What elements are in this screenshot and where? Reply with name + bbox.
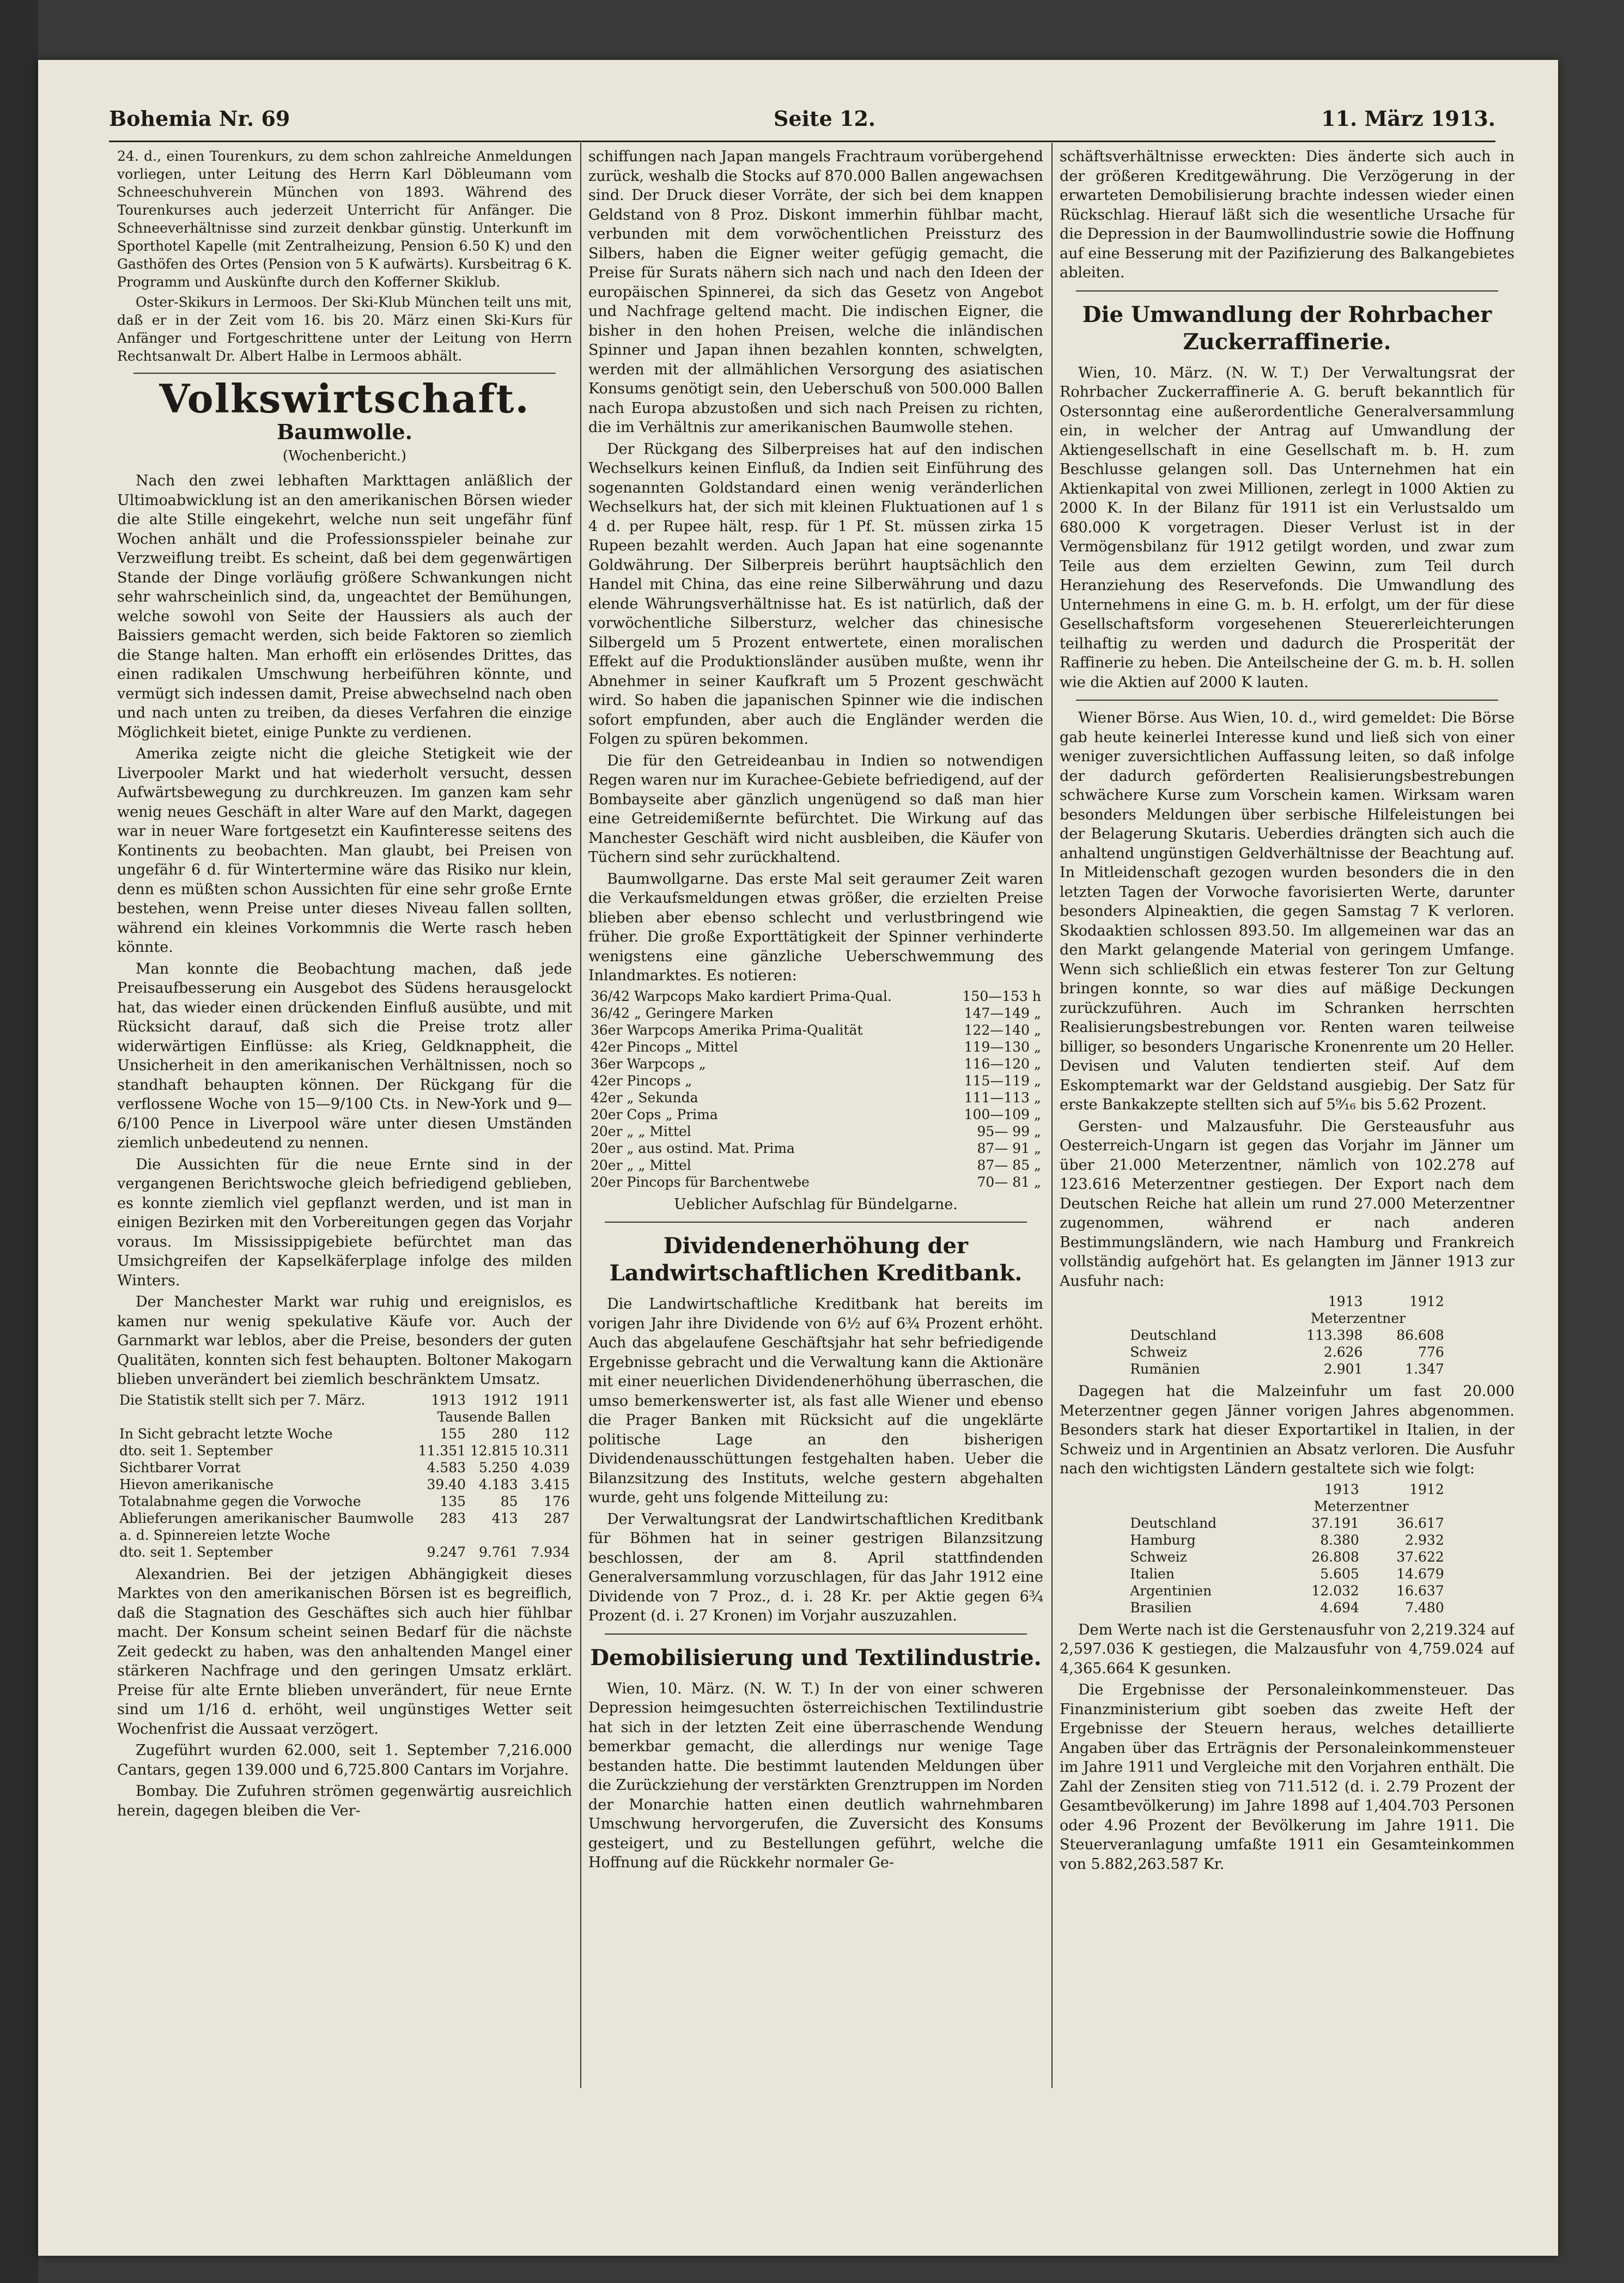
row-label: 20er „ „ Mittel	[591, 1123, 691, 1139]
row-price: 150—153 h	[962, 988, 1041, 1004]
table-row	[588, 1174, 1043, 1191]
row-value: 26.808	[1311, 1549, 1359, 1565]
table-row	[117, 1510, 572, 1544]
table-row	[588, 1055, 1043, 1072]
column-divider	[1051, 143, 1053, 2088]
article-title: Die Umwandlung der Rohrbacher Zuckerraffinerie.	[1082, 301, 1492, 355]
table-row	[117, 1442, 572, 1459]
row-value: 4.183	[478, 1476, 518, 1492]
row-label: 36/42 „ Geringere Marken	[591, 1005, 774, 1021]
row-label: Hievon amerikanische	[119, 1476, 274, 1492]
row-price: 95— 99 „	[977, 1123, 1041, 1139]
page-header	[109, 106, 1495, 139]
row-label: dto. seit 1. September	[119, 1442, 273, 1459]
row-label: 20er Cops „ Prima	[591, 1106, 718, 1122]
table-row	[588, 1022, 1043, 1039]
row-value: 5.605	[1320, 1565, 1359, 1582]
row-price: 147—149 „	[964, 1005, 1041, 1021]
row-label: Deutschland	[1130, 1515, 1217, 1531]
table-row	[588, 1039, 1043, 1055]
row-label: 42er „ Sekunda	[591, 1089, 698, 1106]
row-label: Hamburg	[1130, 1532, 1196, 1548]
table-row	[1128, 1582, 1446, 1599]
table-row	[1128, 1549, 1446, 1565]
row-value: 10.311	[522, 1442, 570, 1459]
table-row	[117, 1425, 572, 1442]
article-paragraph: Die Ergebnisse der Personaleinkommensteuer. Das Finanzministerium gibt soeben das zweite Heft der Ergebnisse der Steuern heraus, welches detaillierte Angaben über das Erträgnis der Personaleinkommensteuer im Jahre 1911 und Vergleiche mit den Vorjahren enthält. Die Zahl der Zensiten stieg von 711.512 (d. i. 2.79 Prozent der Gesamtbevölkerung) im Jahre 1898 auf 1,404.703 Personen oder 4.96 Prozent der Bevölkerung im Jahre 1911. Die Steuerveranlagung umfaßte 1911 ein Gesamteinkommen von 5.882,263.587 Kr.	[1060, 1681, 1514, 1873]
column-header: 1913	[431, 1392, 466, 1408]
table-row	[588, 1072, 1043, 1089]
row-price: 115—119 „	[964, 1072, 1041, 1089]
row-price: 87— 85 „	[977, 1157, 1041, 1173]
row-value: 2.626	[1323, 1344, 1363, 1360]
article-paragraph: Bombay. Die Zufuhren strömen gegenwärtig ausreichlich herein, dagegen bleiben die Ver-	[117, 1783, 572, 1819]
table-row	[1128, 1599, 1446, 1616]
row-label: 20er Pincops für Barchentwebe	[591, 1174, 810, 1190]
row-label: Argentinien	[1130, 1582, 1212, 1599]
row-label: Schweiz	[1130, 1549, 1187, 1565]
article-paragraph: Baumwollgarne. Das erste Mal seit geraumer Zeit waren die Verkaufsmeldungen etwas größer, die erzielten Preise blieben aber ebenso schlecht und verlustbringend wie früher. Die große Exporttätigkeit der Spinner verhinderte wenigstens eine gänzliche Ueberschwemmung des Inlandmarktes. Es notieren:	[588, 870, 1043, 984]
scan-edge	[0, 0, 38, 2283]
table-row	[1128, 1327, 1446, 1344]
article-paragraph: Amerika zeigte nicht die gleiche Stetigkeit wie der Liverpooler Markt und hat wiederholt versucht, dessen Aufwärtsbewegung zu durchkreuzen. Im ganzen kam sehr wenig neues Geschäft in alter Ware auf den Markt, dagegen war in neuer Ware fortgesetzt ein Kaufinteresse seitens des Kontinents zu beobachten. Man glaubt, bei Preisen von ungefähr 6 d. für Wintertermine wäre das Risiko nur klein, denn es müßten schon Aussichten für eine sehr große Ernte bestehen, wenn Preise unter dieses Niveau fallen sollten, während ein kleines Vorkommnis die Werte rasch heben könnte.	[117, 745, 572, 956]
row-value: 112	[544, 1425, 570, 1442]
column-header: 1911	[535, 1392, 570, 1408]
article-paragraph: Wiener Börse. Aus Wien, 10. d., wird gemeldet: Die Börse gab heute keinerlei Interesse kund und ließ sich von einer weniger zuversichtlichen Auffassung leiten, so daß infolge der dadurch geförderten Realisierungsbestrebungen schwächere Kurse zum Vorschein kamen. Wirksam waren besonders Meldungen über serbische Hilfeleistungen bei der Belagerung Skutaris. Ueberdies drängten sich auch die anhaltend ungünstigen Geldverhältnisse der Beachtung auf. In Mitleidenschaft gezogen wurden besonders die in den letzten Tagen der Vorwoche favorisierten Werte, darunter besonders Alpineaktien, die gegen Samstag 7 K verloren. Skodaaktien schlossen 893.50. Im allgemeinen war das an den Markt gelangende Material von geringem Umfange. Wenn sich schließlich ein etwas festerer Ton zur Geltung bringen konnte, so war dies auf mäßige Deckungen zurückzuführen. Auch im Schranken herrschten Realisierungsbestrebungen vor. Renten waren teilweise billiger, so besonders Ungarische Kronenrente um 20 Heller. Devisen und Valuten tendierten steif. Auf dem Eskomptemarkt war der Geldstand ausgiebig. Der Satz für erste Bankakzepte stellten sich auf 5⁹⁄₁₆ bis 5.62 Prozent.	[1060, 709, 1514, 1113]
row-label: Ablieferungen amerikanischer Baumwolle a. d. Spinnereien letzte Woche	[119, 1510, 414, 1543]
article-paragraph: Gersten- und Malzausfuhr. Die Gersteausfuhr aus Oesterreich-Ungarn ist gegen das Vorjahr im Jänner um über 21.000 Meterzentner, nämlich von 102.278 auf 123.616 Meterzentner gestiegen. Der Export nach dem Deutschen Reiche hat allein um rund 27.000 Meterzentner zugenommen, während er nach anderen Bestimmungsländern, wie nach Hamburg und Frankreich vollständig aufgehört hat. Es gelangten im Jänner 1913 zur Ausfuhr nach:	[1060, 1118, 1514, 1290]
divider	[605, 1634, 1027, 1635]
row-label: Sichtbarer Vorrat	[119, 1459, 241, 1476]
table-row	[117, 1459, 572, 1476]
row-label: In Sicht gebracht letzte Woche	[119, 1425, 333, 1442]
column-header: 1912	[483, 1392, 518, 1408]
table-row	[1128, 1532, 1446, 1549]
header-date: 11. März 1913.	[1321, 106, 1495, 131]
yarn-price-table	[588, 988, 1043, 1191]
table-unit-row	[117, 1408, 572, 1425]
row-value: 7.480	[1405, 1599, 1444, 1616]
divider	[133, 373, 556, 374]
row-price: 122—140 „	[964, 1022, 1041, 1038]
row-value: 7.934	[531, 1544, 570, 1560]
article-paragraph: Oster-Skikurs in Lermoos. Der Ski-Klub München teilt uns mit, daß er in der Zeit vom 16. bis 20. März einen Ski-Kurs für Anfänger und Fortgeschrittene unter der Leitung von Herrn Rechtsanwalt Dr. Albert Halbe in Lermoos abhält.	[117, 294, 572, 364]
header-page-number: Seite 12.	[774, 106, 876, 131]
row-value: 86.608	[1396, 1327, 1444, 1343]
barley-export-table	[1128, 1293, 1446, 1377]
article-title: Baumwolle.	[277, 419, 412, 444]
column-3	[1060, 147, 1514, 2087]
row-value: 4.039	[531, 1459, 570, 1476]
column-header: 1913	[1324, 1481, 1359, 1497]
table-row	[117, 1476, 572, 1493]
row-price: 116—120 „	[964, 1055, 1041, 1072]
table-row	[1128, 1344, 1446, 1361]
row-label: 36/42 Warpcops Mako kardiert Prima-Qual.	[591, 988, 892, 1004]
row-label: Totalabnahme gegen die Vorwoche	[119, 1493, 361, 1509]
row-label: dto. seit 1. September	[119, 1544, 273, 1560]
article-paragraph: Wien, 10. März. (N. W. T.) Der Verwaltungsrat der Rohrbacher Zuckerraffinerie A. G. beruft bekanntlich für Ostersonntag eine außerordentliche Generalversammlung ein, in welcher der Antrag auf Umwandlung der Aktiengesellschaft in eine Gesellschaft m. b. H. zum Beschlusse gelangen soll. Das Unternehmen hat ein Aktienkapital von zwei Millionen, zerlegt in 1000 Aktien zu 2000 K. In der Bilanz für 1911 ist ein Verlustsaldo um 680.000 K vorgetragen. Dieser Verlust ist in der Vermögensbilanz für 1912 getilgt worden, und zwar zum Teile aus dem erzielten Gewinn, zum Teil durch Heranziehung des Reservefonds. Die Umwandlung des Unternehmens in eine G. m. b. H. erfolgt, um der für diese Gesellschaftsform vorgesehenen Steuererleichterungen teilhaftig zu werden und dadurch die Prosperität der Raffinerie zu heben. Die Anteilscheine der G. m. b. H. sollen wie die Aktien auf 2000 K lauten.	[1060, 364, 1514, 691]
row-value: 413	[491, 1510, 518, 1526]
table-row	[1128, 1515, 1446, 1532]
table-caption: Die Statistik stellt sich per 7. März.	[119, 1392, 366, 1408]
row-label: Deutschland	[1130, 1327, 1217, 1343]
row-label: 42er Pincops „	[591, 1072, 692, 1089]
divider	[605, 1222, 1027, 1223]
table-row	[117, 1493, 572, 1510]
column-header: 1912	[1409, 1294, 1444, 1309]
table-unit: Tausende Ballen	[437, 1408, 551, 1425]
article-paragraph: Man konnte die Beobachtung machen, daß jede Preisaufbesserung ein Ausgebot des Südens herausgelockt hat, das wieder einen drückenden Einfluß ausübte, und mit Rücksicht darauf, daß sich die Preise trotz aller widerwärtigen Einflüsse: als Krieg, Geldknappheit, die Unsicherheit in den amerikanischen Verhältnissen, noch so standhaft behaupten können. Der Rückgang für die verflossene Woche von 15—9/100 Cts. in New-York und 9—6/100 Pence in Liverpool wäre unter diesen Umständen ziemlich unbedeutend zu nennen.	[117, 960, 572, 1151]
section-title: Volkswirtschaft.	[159, 375, 530, 422]
row-label: 42er Pincops „ Mittel	[591, 1039, 738, 1055]
row-price: 70— 81 „	[977, 1174, 1041, 1190]
table-row	[588, 1140, 1043, 1157]
row-value: 85	[500, 1493, 518, 1509]
article-paragraph: Die Landwirtschaftliche Kreditbank hat bereits im vorigen Jahr ihre Dividende von 6½ auf 6¾ Prozent erhöht. Auch das abgelaufene Geschäftsjahr hat sehr befriedigende Ergebnisse gebracht und die Verwaltung kann die Aktionäre mit einer neuerlichen Dividendenerhöhung überraschen, die umso bemerkenswerter ist, als fast alle Wiener und ebenso die Prager Banken mit Rücksicht auf die ungeklärte politische Lage an den bisherigen Dividendenausschüttungen festgehalten haben. Ueber die Bilanzsitzung des Instituts, welche gestern abgehalten wurde, geht uns folgende Mitteilung zu:	[588, 1296, 1043, 1506]
table-header-row	[117, 1392, 572, 1408]
table-unit-row	[1128, 1498, 1446, 1515]
column-1	[117, 147, 572, 2087]
article-title: Demobilisierung und Textilindustrie.	[590, 1644, 1042, 1671]
malt-export-table	[1128, 1481, 1446, 1616]
table-row	[588, 988, 1043, 1005]
article-paragraph: Nach den zwei lebhaften Markttagen anläßlich der Ultimoabwicklung ist an den amerikanischen Börsen wieder die alte Stille eingekehrt, welche nun seit ungefähr fünf Wochen anhält und die Professionsspieler beinahe zur Verzweiflung treibt. Es scheint, daß bei dem gegenwärtigen Stande der Dinge vorläufig größere Schwankungen nicht sehr wahrscheinlich sind, da, ungeachtet der Bemühungen, welche sowohl von Seite der Haussiers als auch der Baissiers gemacht werden, sich beide Faktoren so ziemlich die Stange halten. Man erhofft ein erlösendes Drittes, das einen radikalen Umschwung herbeiführen könnte, und vermügt sich indessen damit, Preise abwechselnd nach oben und nach unten zu treiben, da dieses Verfahren die einzige Möglichkeit bietet, einige Punkte zu verdienen.	[117, 472, 572, 741]
row-value: 36.617	[1396, 1515, 1444, 1531]
row-label: Schweiz	[1130, 1344, 1187, 1360]
row-value: 3.415	[531, 1476, 570, 1492]
row-label: Rumänien	[1130, 1361, 1200, 1377]
article-subtitle: (Wochenbericht.)	[282, 447, 407, 464]
row-value: 176	[544, 1493, 570, 1509]
row-value: 16.637	[1396, 1582, 1444, 1599]
table-row	[588, 1157, 1043, 1174]
row-price: 100—109 „	[964, 1106, 1041, 1122]
article-paragraph: 24. d., einen Tourenkurs, zu dem schon zahlreiche Anmeldungen vorliegen, unter Leitung des Herrn Karl Döbleumann vom Schneeschuhverein München von 1893. Während des Tourenkurses auch jederzeit Unterricht für Anfänger. Die Schneeverhältnisse sind zurzeit denkbar günstig. Unterkunft im Sporthotel Kapelle (mit Zentralheizung, Pension 6.50 K) und den Gasthöfen des Ortes (Pension von 5 K aufwärts). Kursbeitrag 6 K. Programm und Auskünfte durch den Kofferner Skiklub.	[117, 148, 572, 290]
row-price: 111—113 „	[964, 1089, 1041, 1106]
table-unit-row	[1128, 1310, 1446, 1327]
table-unit: Meterzentner	[1310, 1310, 1406, 1326]
table-row	[588, 1089, 1043, 1106]
article-paragraph: Der Verwaltungsrat der Landwirtschaftlichen Kreditbank für Böhmen hat in seiner gestrigen Bilanzsitzung beschlossen, der am 8. April stattfindenden Generalversammlung vorzuschlagen, für das Jahr 1912 eine Dividende von 7 Proz., d. i. 28 Kr. per Aktie gegen 6¾ Prozent (d. i. 27 Kronen) im Vorjahr auszuzahlen.	[588, 1510, 1043, 1624]
article-paragraph: schäftsverhältnisse erweckten: Dies änderte sich auch in der größeren Kreditgewährung. Die Verzögerung in der erwarteten Demobilisierung brachte indessen wieder einen Rückschlag. Hierauf läßt sich die wesentliche Ursache für die Depression in der Baumwollindustrie sowie die Hoffnung auf eine Besserung mit der Pazifizierung des Balkangebietes ableiten.	[1060, 148, 1514, 281]
row-value: 37.622	[1396, 1549, 1444, 1565]
statistics-table	[117, 1392, 572, 1561]
row-value: 113.398	[1306, 1327, 1363, 1343]
row-price: 119—130 „	[964, 1039, 1041, 1055]
row-value: 4.583	[427, 1459, 466, 1476]
row-value: 280	[491, 1425, 518, 1442]
table-header-row	[1128, 1481, 1446, 1498]
row-value: 37.191	[1311, 1515, 1359, 1531]
row-value: 155	[440, 1425, 466, 1442]
row-value: 283	[440, 1510, 466, 1526]
row-label: Italien	[1130, 1565, 1175, 1582]
column-header: 1913	[1328, 1294, 1363, 1309]
row-value: 776	[1418, 1344, 1444, 1360]
row-label: 20er „ aus ostind. Mat. Prima	[591, 1140, 795, 1156]
article-paragraph: Die Aussichten für die neue Ernte sind in der vergangenen Berichtswoche gleich befriedigend geblieben, es konnte ziemlich viel gepflanzt werden, und ist man in einigen Bezirken mit den Vorbereitungen gegen das Vorjahr voraus. Im Mississippigebiete befürchtet man das Umsichgreifen der Kapselkäferplage infolge des milden Winters.	[117, 1156, 572, 1289]
row-value: 287	[544, 1510, 570, 1526]
header-paper-name: Bohemia Nr. 69	[109, 106, 290, 131]
row-value: 39.40	[427, 1476, 466, 1492]
row-value: 135	[440, 1493, 466, 1509]
article-paragraph: Zugeführt wurden 62.000, seit 1. September 7,216.000 Cantars, gegen 139.000 und 6,725.800 Cantars im Vorjahre.	[117, 1742, 572, 1778]
table-row	[588, 1005, 1043, 1022]
article-paragraph: Der Manchester Markt war ruhig und ereignislos, es kamen nur wenig spekulative Käufe vor. Auch der Garnmarkt war leblos, aber die Preise, besonders der guten Qualitäten, konnten sich fest behaupten. Boltoner Makogarn blieben unverändert bei ziemlich beschränktem Umsatz.	[117, 1294, 572, 1388]
row-value: 12.815	[470, 1442, 518, 1459]
row-label: Brasilien	[1130, 1599, 1192, 1616]
row-value: 2.901	[1323, 1361, 1363, 1377]
row-label: 36er Warpcops Amerika Prima-Qualität	[591, 1022, 863, 1038]
table-row	[588, 1123, 1043, 1140]
table-row	[588, 1106, 1043, 1123]
article-paragraph: Der Rückgang des Silberpreises hat auf den indischen Wechselkurs keinen Einfluß, da Indien seit Einführung des sogenannten Goldstandard einen wenig veränderlichen Wechselkurs hat, der sich mit kleinen Fluktuationen auf 1 s 4 d. per Rupee hält, resp. für 1 Pf. St. müssen zirka 15 Rupeen bezahlt werden. Auch Japan hat eine sogenannte Goldwährung. Der Silberpreis berührt hauptsächlich den Handel mit China, das eine reine Silberwährung und dazu elende Währungsverhältnisse hat. Es ist natürlich, daß der vorwöchentliche Silbersturz, welcher das chinesische Silbergeld um 5 Prozent entwertete, einen moralischen Effekt auf die Produktionsländer ausüben mußte, wenn ihr Abnehmer in seiner Kaufkraft um 5 Prozent geschwächt wird. So haben die japanischen Spinner wie die indischen sofort empfunden, aber auch die Engländer werden die Folgen zu spüren bekommen.	[588, 440, 1043, 748]
header-rule	[109, 141, 1495, 142]
table-header-row	[1128, 1293, 1446, 1310]
row-value: 2.932	[1405, 1532, 1444, 1548]
divider	[1076, 290, 1498, 292]
row-value: 11.351	[418, 1442, 466, 1459]
table-note: Ueblicher Aufschlag für Bündelgarne.	[674, 1195, 958, 1213]
row-value: 9.247	[427, 1544, 466, 1560]
row-value: 5.250	[478, 1459, 518, 1476]
table-row	[1128, 1565, 1446, 1582]
row-value: 1.347	[1405, 1361, 1444, 1377]
row-label: 20er „ „ Mittel	[591, 1157, 691, 1173]
row-value: 8.380	[1320, 1532, 1359, 1548]
table-unit: Meterzentner	[1313, 1498, 1409, 1514]
article-paragraph: Alexandrien. Bei der jetzigen Abhängigkeit dieses Marktes von den amerikanischen Börsen ist es begreiflich, daß die Stagnation des Geschäftes sich auch hier fühlbar macht. Der Konsum scheint seinen Bedarf für die nächste Zeit gedeckt zu haben, was den anhaltenden Mangel einer stärkeren Nachfrage und den geringen Umsatz erklärt. Preise für alte Ernte blieben unverändert, für neue Ernte sind um 1/16 d. erhöht, weil ungünstiges Wetter seit Wochenfrist die Aussaat verzögert.	[117, 1565, 572, 1738]
table-row	[1128, 1361, 1446, 1377]
row-price: 87— 91 „	[977, 1140, 1041, 1156]
row-value: 14.679	[1396, 1565, 1444, 1582]
table-row	[117, 1544, 572, 1561]
column-header: 1912	[1409, 1481, 1444, 1497]
article-paragraph: Die für den Getreideanbau in Indien so notwendigen Regen waren nur im Kurachee-Gebiete befriedigend, auf der Bombayseite aber gänzlich ungenügend so daß man hier eine Getreidemißernte befürchtet. Die Wirkung auf das Manchester Geschäft wird nicht ausbleiben, die Käufer von Tüchern sind sehr zurückhaltend.	[588, 752, 1043, 866]
column-divider	[580, 143, 581, 2088]
article-title: Dividendenerhöhung der Landwirtschaftlichen Kreditbank.	[609, 1233, 1023, 1286]
divider	[1076, 700, 1498, 701]
row-value: 12.032	[1311, 1582, 1359, 1599]
row-label: 36er Warpcops „	[591, 1055, 706, 1072]
article-paragraph: Wien, 10. März. (N. W. T.) In der von einer schweren Depression heimgesuchten österreichischen Textilindustrie hat sich in der letzten Zeit eine überraschende Wendung bemerkbar gemacht, die allerdings nur wenige Tage bestanden hatte. Die bestimmt lautenden Meldungen über die Zurückziehung der verstärkten Grenztruppen im Norden der Monarchie hatten einen deutlich wahrnehmbaren Umschwung hervorgerufen, die Zuversicht des Konsums gesteigert, und zu Bestellungen geführt, welche die Hoffnung auf die Rückkehr normaler Ge-	[588, 1680, 1043, 1871]
article-paragraph: Dagegen hat die Malzeinfuhr um fast 20.000 Meterzentner gegen Jänner vorigen Jahres abgenommen. Besonders stark hat dieser Exportartikel in Italien, in der Schweiz und in Argentinien an Absatz verloren. Die Ausfuhr nach den wichtigsten Ländern gestaltete sich wie folgt:	[1060, 1383, 1514, 1477]
article-paragraph: Dem Werte nach ist die Gerstenausfuhr von 2,219.324 auf 2,597.036 K gestiegen, die Malzausfuhr von 4,759.024 auf 4,365.664 K gesunken.	[1060, 1621, 1514, 1677]
row-value: 9.761	[478, 1544, 518, 1560]
column-2	[588, 147, 1043, 2087]
article-paragraph: schiffungen nach Japan mangels Frachtraum vorübergehend zurück, weshalb die Stocks auf 870.000 Ballen angewachsen sind. Der Druck dieser Vorräte, der sich bei dem knappen Geldstand von 8 Proz. Diskont immerhin fühlbar macht, verbunden mit dem vorwöchentlichen Preissturz des Silbers, haben die Eigner weiter gefügig gemacht, die Preise für Surats nähern sich nach und nach den Ideen der europäischen Spinnerei, da sich das Gesetz von Angebot und Nachfrage geltend macht. Die indischen Eigner, die bisher in den hohen Preisen, welche die inländischen Spinner und Japan ihnen bezahlen konnten, schwelgten, werden mit der allmählichen Versorgung des asiatischen Konsums genötigt sein, den Ueberschuß von 500.000 Ballen nach Europa abzustoßen und sich nach Preisen zu richten, die im Verhältnis zur amerikanischen Baumwolle stehen.	[588, 148, 1043, 436]
row-value: 4.694	[1320, 1599, 1359, 1616]
